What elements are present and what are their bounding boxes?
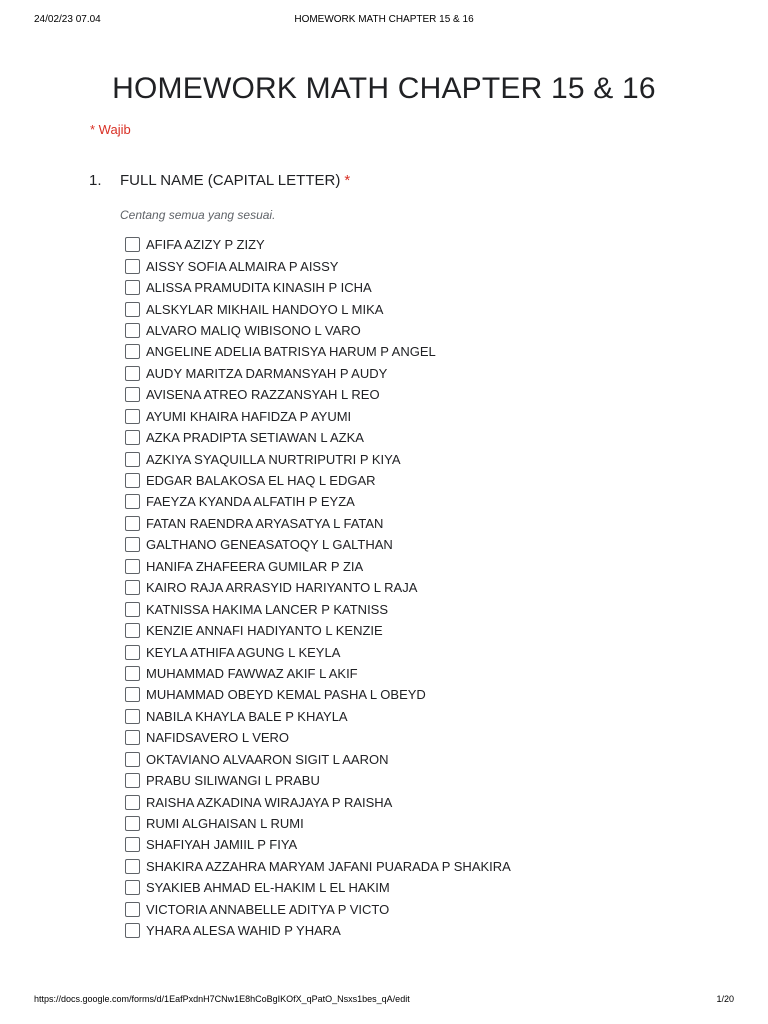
checkbox[interactable]	[125, 902, 140, 917]
checkbox-label: GALTHANO GENEASATOQY L GALTHAN	[146, 537, 393, 553]
checkbox[interactable]	[125, 516, 140, 531]
checkbox-label: AISSY SOFIA ALMAIRA P AISSY	[146, 258, 339, 274]
checkbox-option[interactable]	[125, 277, 511, 298]
checkbox-option[interactable]	[125, 298, 511, 319]
form-title: HOMEWORK MATH CHAPTER 15 & 16	[112, 72, 656, 105]
question-title	[89, 172, 350, 189]
checkbox[interactable]	[125, 302, 140, 317]
question-hint: Centang semua yang sesuai.	[120, 208, 276, 222]
checkbox[interactable]	[125, 559, 140, 574]
checkbox-label: KAIRO RAJA ARRASYID HARIYANTO L RAJA	[146, 580, 418, 596]
checkbox-label: ANGELINE ADELIA BATRISYA HARUM P ANGEL	[146, 344, 436, 360]
checkbox-label: AFIFA AZIZY P ZIZY	[146, 237, 265, 253]
checkbox-option[interactable]	[125, 363, 511, 384]
checkbox[interactable]	[125, 494, 140, 509]
checkbox-option[interactable]	[125, 556, 511, 577]
checkbox-label: ALISSA PRAMUDITA KINASIH P ICHA	[146, 280, 372, 296]
checkbox[interactable]	[125, 623, 140, 638]
checkbox[interactable]	[125, 237, 140, 252]
checkbox-label: AZKA PRADIPTA SETIAWAN L AZKA	[146, 430, 364, 446]
checkbox-option[interactable]	[125, 427, 511, 448]
checkbox-option[interactable]	[125, 320, 511, 341]
checkbox-label: ALVARO MALIQ WIBISONO L VARO	[146, 322, 361, 338]
question-number: 1.	[89, 172, 102, 189]
required-star: *	[344, 172, 351, 189]
checkbox-label: HANIFA ZHAFEERA GUMILAR P ZIA	[146, 558, 364, 574]
checkbox-label: PRABU SILIWANGI L PRABU	[146, 773, 320, 789]
checkbox-option[interactable]	[125, 513, 511, 534]
checkbox-option[interactable]	[125, 791, 511, 812]
checkbox-option[interactable]	[125, 877, 511, 898]
checkbox-label: AUDY MARITZA DARMANSYAH P AUDY	[146, 365, 388, 381]
checkbox[interactable]	[125, 730, 140, 745]
checkbox-label: EDGAR BALAKOSA EL HAQ L EDGAR	[146, 473, 376, 489]
checkbox-option[interactable]	[125, 856, 511, 877]
checkbox-option[interactable]	[125, 491, 511, 512]
print-header	[0, 14, 768, 28]
checkbox-option[interactable]	[125, 813, 511, 834]
checkbox-option[interactable]	[125, 534, 511, 555]
checkbox-option[interactable]	[125, 684, 511, 705]
checkbox-option[interactable]	[125, 706, 511, 727]
checkbox-label: FAEYZA KYANDA ALFATIH P EYZA	[146, 494, 355, 510]
checkbox-option[interactable]	[125, 641, 511, 662]
checkbox[interactable]	[125, 537, 140, 552]
print-title: HOMEWORK MATH CHAPTER 15 & 16	[294, 14, 474, 25]
checkbox[interactable]	[125, 709, 140, 724]
checkbox[interactable]	[125, 602, 140, 617]
checkbox-label: ALSKYLAR MIKHAIL HANDOYO L MIKA	[146, 301, 384, 317]
checkbox-option[interactable]	[125, 255, 511, 276]
print-footer	[0, 994, 768, 1008]
checkbox[interactable]	[125, 259, 140, 274]
checkbox-label: VICTORIA ANNABELLE ADITYA P VICTO	[146, 901, 390, 917]
checkbox-label: NAFIDSAVERO L VERO	[146, 730, 290, 746]
print-url: https://docs.google.com/forms/d/1EafPxdnH7CNw1E8hCoBgIKOfX_qPatO_Nsxs1bes_qA/edit	[34, 994, 410, 1004]
checkbox-label: NABILA KHAYLA BALE P KHAYLA	[146, 708, 348, 724]
checkbox-option[interactable]	[125, 727, 511, 748]
checkbox[interactable]	[125, 280, 140, 295]
checkbox[interactable]	[125, 409, 140, 424]
checkbox[interactable]	[125, 837, 140, 852]
checkbox[interactable]	[125, 452, 140, 467]
checkbox-label: KEYLA ATHIFA AGUNG L KEYLA	[146, 644, 341, 660]
checkbox-label: RAISHA AZKADINA WIRAJAYA P RAISHA	[146, 794, 393, 810]
checkbox[interactable]	[125, 430, 140, 445]
checkbox[interactable]	[125, 752, 140, 767]
page-number: 1/20	[716, 994, 734, 1004]
checkbox-label: SHAFIYAH JAMIIL P FIYA	[146, 837, 298, 853]
checkbox[interactable]	[125, 687, 140, 702]
print-date: 24/02/23 07.04	[34, 14, 101, 25]
checkbox-option[interactable]	[125, 920, 511, 941]
checkbox-option[interactable]	[125, 448, 511, 469]
question-label: FULL NAME (CAPITAL LETTER)	[120, 172, 341, 189]
checkbox-label: SYAKIEB AHMAD EL-HAKIM L EL HAKIM	[146, 880, 390, 896]
checkbox-label: AVISENA ATREO RAZZANSYAH L REO	[146, 387, 380, 403]
checkbox-option[interactable]	[125, 749, 511, 770]
checkbox-label: MUHAMMAD FAWWAZ AKIF L AKIF	[146, 665, 358, 681]
checkbox[interactable]	[125, 344, 140, 359]
checkbox[interactable]	[125, 923, 140, 938]
checkbox[interactable]	[125, 666, 140, 681]
checkbox-label: AZKIYA SYAQUILLA NURTRIPUTRI P KIYA	[146, 451, 401, 467]
checkbox[interactable]	[125, 387, 140, 402]
checkbox[interactable]	[125, 323, 140, 338]
checkbox-label: FATAN RAENDRA ARYASATYA L FATAN	[146, 515, 384, 531]
checkbox-label: OKTAVIANO ALVAARON SIGIT L AARON	[146, 751, 389, 767]
checkbox[interactable]	[125, 880, 140, 895]
checkbox-option[interactable]	[125, 577, 511, 598]
checkbox-option[interactable]	[125, 384, 511, 405]
checkbox[interactable]	[125, 816, 140, 831]
checkbox-label: KENZIE ANNAFI HADIYANTO L KENZIE	[146, 623, 383, 639]
checkbox-option[interactable]	[125, 663, 511, 684]
checkbox-label: RUMI ALGHAISAN L RUMI	[146, 816, 304, 832]
checkbox-option[interactable]	[125, 770, 511, 791]
checkbox-option[interactable]	[125, 341, 511, 362]
checkbox[interactable]	[125, 773, 140, 788]
checkbox-option[interactable]	[125, 899, 511, 920]
checkbox-option[interactable]	[125, 470, 511, 491]
checkbox-options	[125, 234, 511, 941]
checkbox-option[interactable]	[125, 620, 511, 641]
checkbox-label: KATNISSA HAKIMA LANCER P KATNISS	[146, 601, 389, 617]
checkbox[interactable]	[125, 580, 140, 595]
checkbox-label: SHAKIRA AZZAHRA MARYAM JAFANI PUARADA P SHAKIRA	[146, 858, 511, 874]
checkbox[interactable]	[125, 473, 140, 488]
checkbox-option[interactable]	[125, 598, 511, 619]
checkbox-option[interactable]	[125, 834, 511, 855]
checkbox-label: YHARA ALESA WAHID P YHARA	[146, 923, 341, 939]
checkbox-label: MUHAMMAD OBEYD KEMAL PASHA L OBEYD	[146, 687, 426, 703]
checkbox-option[interactable]	[125, 406, 511, 427]
checkbox-label: AYUMI KHAIRA HAFIDZA P AYUMI	[146, 408, 352, 424]
checkbox-option[interactable]	[125, 234, 511, 255]
checkbox[interactable]	[125, 795, 140, 810]
checkbox[interactable]	[125, 645, 140, 660]
checkbox[interactable]	[125, 366, 140, 381]
checkbox[interactable]	[125, 859, 140, 874]
required-note: * Wajib	[90, 122, 131, 137]
